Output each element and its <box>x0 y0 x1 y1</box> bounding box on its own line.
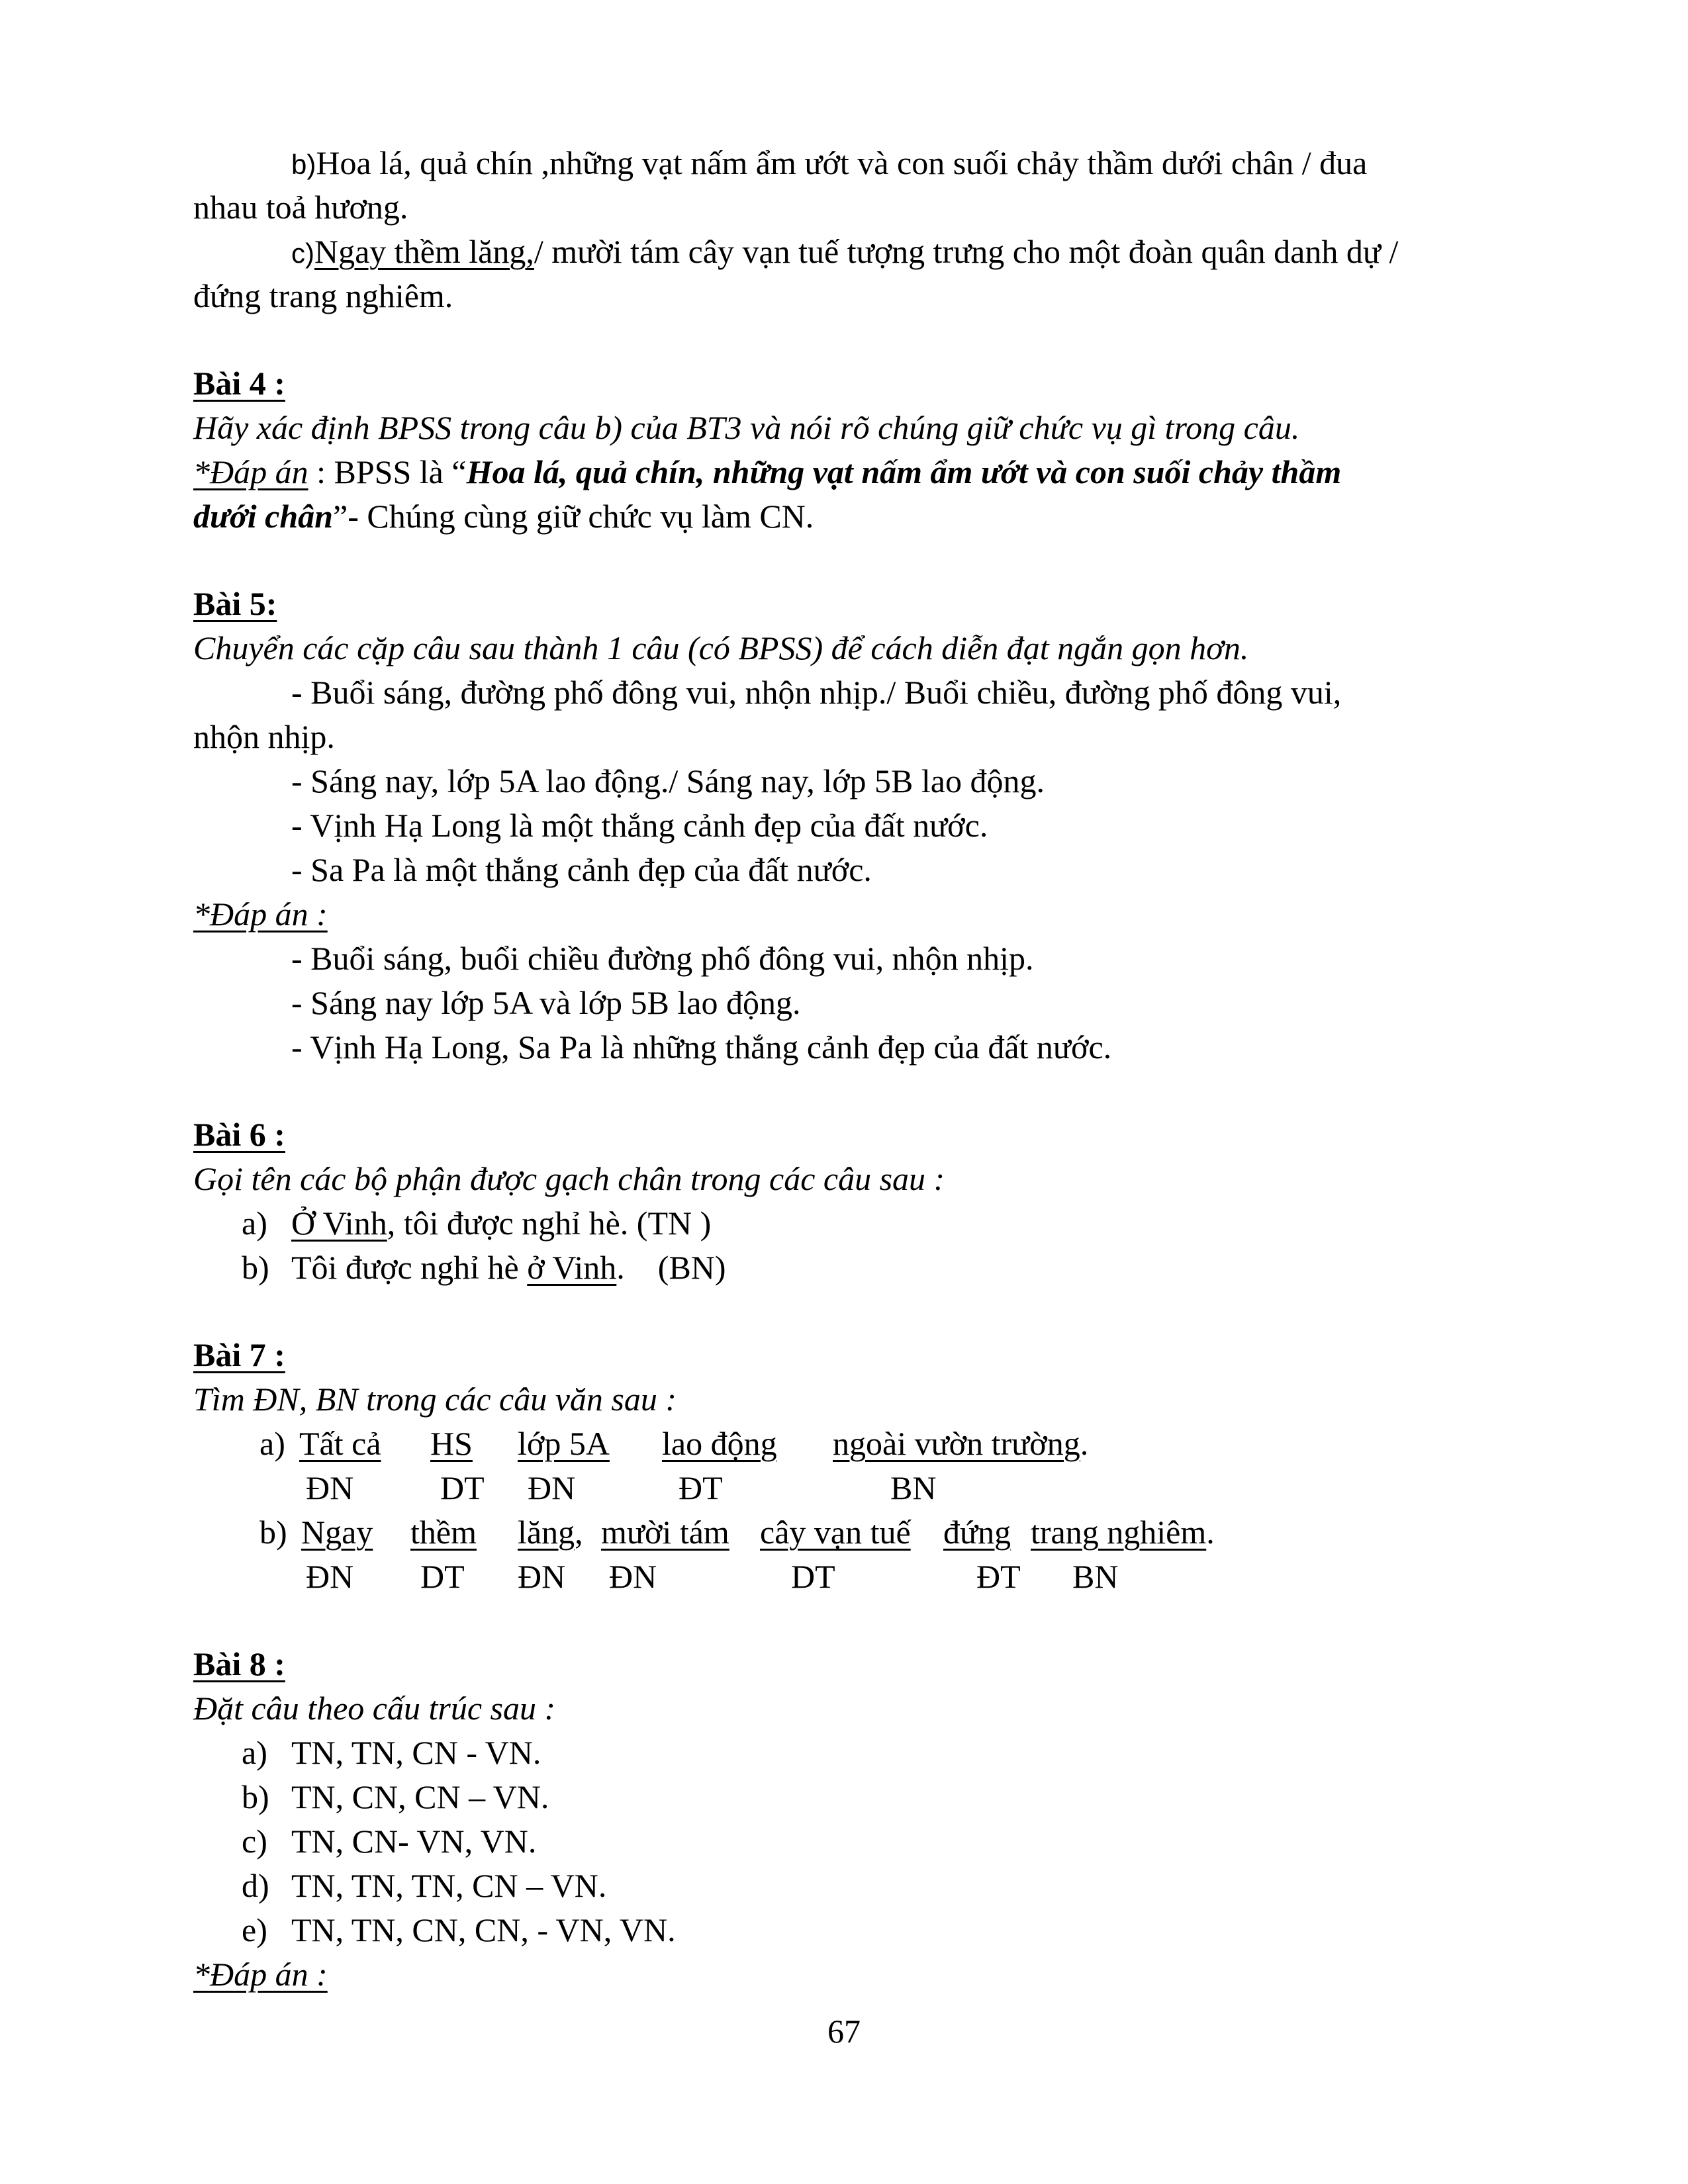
bai7-prompt: Tìm ĐN, BN trong các câu văn sau : <box>193 1381 677 1418</box>
bai6-title: Bài 6 : <box>193 1116 285 1153</box>
bai5-answer-1: - Buổi sáng, buổi chiều đường phố đông vui, nhộn nhịp. <box>291 940 1034 977</box>
bai7-b-label-5: DT <box>791 1558 835 1595</box>
bai3-b-cont: nhau toả hương. <box>193 189 408 226</box>
bai4-answer: *Đáp án : BPSS là “Hoa lá, quả chín, những vạt nấm ẩm ướt và con suối chảy thầm <box>193 453 1342 490</box>
bai7-a-word-1: Tất cả <box>299 1425 381 1462</box>
bai7-b-label-3: ĐN <box>518 1558 566 1595</box>
bai4-title: Bài 4 : <box>193 365 285 402</box>
bai5-item-1-cont: nhộn nhịp. <box>193 718 335 755</box>
bai7-b-label-7: BN <box>1072 1558 1119 1595</box>
bai7-a-label-2: DT <box>440 1469 485 1506</box>
bai5-answer-2: - Sáng nay lớp 5A và lớp 5B lao động. <box>291 984 801 1021</box>
bai5-answer-label: *Đáp án : <box>193 895 328 933</box>
bai7-b-word-3-wrap: lăng, <box>518 1514 583 1551</box>
bai7-a-word-3: lớp 5A <box>518 1425 610 1462</box>
bai6-b-mark: b) <box>242 1249 269 1286</box>
bai5-item-4: - Sa Pa là một thắng cảnh đẹp của đất nước. <box>291 851 872 888</box>
bai4-answer-cont: dưới chân”- Chúng cùng giữ chức vụ làm CN. <box>193 498 814 535</box>
bai8-item-c-mark: c) <box>242 1823 267 1860</box>
bai4-prompt: Hãy xác định BPSS trong câu b) của BT3 và nói rõ chúng giữ chức vụ gì trong câu. <box>193 409 1300 446</box>
bai7-b-label-4: ĐN <box>609 1558 657 1595</box>
bai7-a-word-5-wrap: ngoài vườn trường. <box>833 1425 1089 1462</box>
bai5-item-2: - Sáng nay, lớp 5A lao động./ Sáng nay, lớp 5B lao động. <box>291 762 1045 799</box>
bai7-a-label-1: ĐN <box>306 1469 354 1506</box>
bai8-item-b: TN, CN, CN – VN. <box>291 1778 549 1815</box>
bai8-answer-label: *Đáp án : <box>193 1956 328 1993</box>
bai6-a-mark: a) <box>242 1205 267 1242</box>
bai7-a-word-2: HS <box>430 1425 473 1462</box>
bai7-b-label-6: ĐT <box>976 1558 1021 1595</box>
bai7-b-word-4: mười tám <box>601 1514 729 1551</box>
bai3-b-line: b)Hoa lá, quả chín ,những vạt nấm ẩm ướt và con suối chảy thầm dưới chân / đua <box>291 144 1368 181</box>
bai7-b-label-2: DT <box>420 1558 465 1595</box>
bai8-prompt: Đặt câu theo cấu trúc sau : <box>193 1690 556 1727</box>
bai7-b-word-5: cây vạn tuế <box>760 1514 911 1551</box>
bai7-a-word-4: lao động <box>662 1425 777 1462</box>
bai6-b-line: Tôi được nghỉ hè ở Vinh. (BN) <box>291 1249 726 1286</box>
bai8-item-c: TN, CN- VN, VN. <box>291 1823 537 1860</box>
bai5-prompt: Chuyển các cặp câu sau thành 1 câu (có BPSS) để cách diễn đạt ngắn gọn hơn. <box>193 629 1249 666</box>
bai7-b-word-6: đứng <box>943 1514 1011 1551</box>
bai5-answer-3: - Vịnh Hạ Long, Sa Pa là những thắng cảnh đẹp của đất nước. <box>291 1028 1112 1066</box>
bai5-title: Bài 5: <box>193 585 277 622</box>
bai8-item-d: TN, TN, TN, CN – VN. <box>291 1867 607 1904</box>
bai7-b-label-1: ĐN <box>306 1558 354 1595</box>
bai8-item-e-mark: e) <box>242 1911 267 1948</box>
bai8-item-a: TN, TN, CN - VN. <box>291 1734 541 1771</box>
bai6-prompt: Gọi tên các bộ phận được gạch chân trong các câu sau : <box>193 1160 945 1197</box>
bai7-b-word-2: thềm <box>410 1514 477 1551</box>
bai8-item-b-mark: b) <box>242 1778 269 1815</box>
bai8-item-a-mark: a) <box>242 1734 267 1771</box>
bai8-title: Bài 8 : <box>193 1645 285 1682</box>
bai7-a-label-5: BN <box>890 1469 937 1506</box>
bai7-b-word-7-wrap: trang nghiêm. <box>1031 1514 1215 1551</box>
bai7-b-word-1: Ngay <box>301 1514 373 1551</box>
bai3-c-cont: đứng trang nghiêm. <box>193 277 453 314</box>
bai7-a-label-4: ĐT <box>679 1469 723 1506</box>
bai7-a-label-3: ĐN <box>528 1469 576 1506</box>
bai3-c-line: c)Ngay thềm lăng,/ mười tám cây vạn tuế tượng trưng cho một đoàn quân danh dự / <box>291 233 1399 270</box>
bai5-item-1: - Buổi sáng, đường phố đông vui, nhộn nhịp./ Buổi chiều, đường phố đông vui, <box>291 674 1342 711</box>
bai5-item-3: - Vịnh Hạ Long là một thắng cảnh đẹp của đất nước. <box>291 807 988 844</box>
bai7-b-mark: b) <box>259 1514 287 1551</box>
page-number: 67 <box>827 2013 861 2050</box>
bai8-item-d-mark: d) <box>242 1867 269 1904</box>
bai7-title: Bài 7 : <box>193 1336 285 1373</box>
bai7-a-mark: a) <box>259 1425 285 1462</box>
bai6-a-line: Ở Vinh, tôi được nghỉ hè. (TN ) <box>291 1205 712 1242</box>
bai8-item-e: TN, TN, CN, CN, - VN, VN. <box>291 1911 676 1948</box>
